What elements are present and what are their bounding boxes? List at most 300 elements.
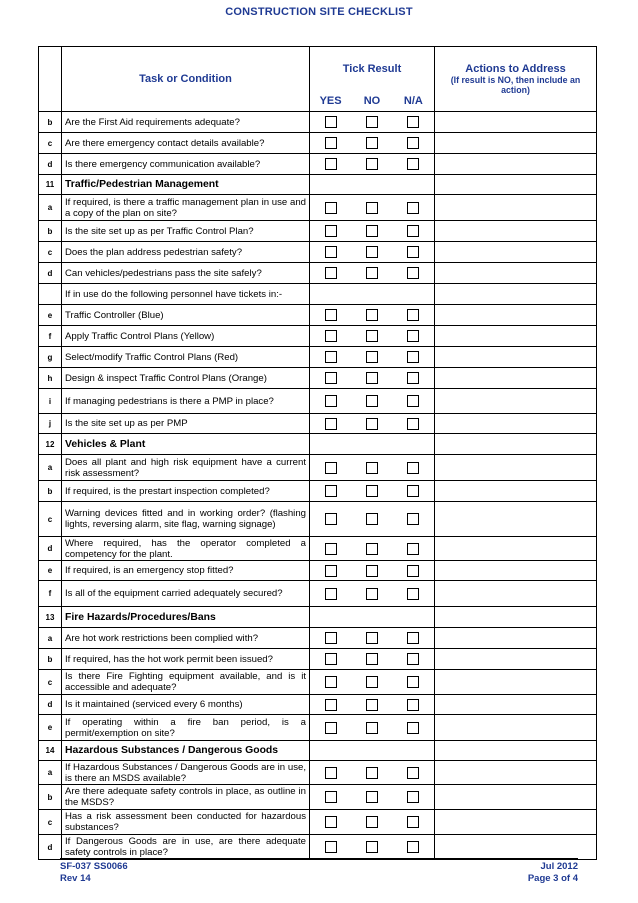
task-text: Apply Traffic Control Plans (Yellow) — [62, 326, 310, 347]
revision: Rev 14 — [60, 873, 91, 884]
checkbox-no[interactable] — [366, 632, 378, 644]
row-id: e — [39, 715, 62, 741]
tick-cell-yes — [310, 326, 352, 347]
checkbox-yes[interactable] — [325, 841, 337, 853]
checklist-row — [39, 133, 597, 154]
section-title: Hazardous Substances / Dangerous Goods — [62, 741, 310, 761]
tick-cell-na — [393, 561, 435, 581]
checkbox-no[interactable] — [366, 767, 378, 779]
tick-cell-yes — [310, 414, 352, 434]
tick-cell-yes — [310, 175, 352, 195]
checkbox-no[interactable] — [366, 722, 378, 734]
tick-cell-no — [351, 835, 393, 860]
checkbox-yes[interactable] — [325, 330, 337, 342]
checkbox-yes[interactable] — [325, 225, 337, 237]
task-text: Is it maintained (serviced every 6 months) — [62, 695, 310, 715]
checkbox-na[interactable] — [407, 841, 419, 853]
action-cell[interactable] — [435, 112, 597, 133]
row-id: 13 — [39, 607, 62, 628]
checklist-row — [39, 347, 597, 368]
task-text: If required, is an emergency stop fitted? — [62, 561, 310, 581]
checkbox-no[interactable] — [366, 485, 378, 497]
action-cell[interactable] — [435, 628, 597, 649]
checkbox-no[interactable] — [366, 158, 378, 170]
task-text: Is the site set up as per Traffic Control Plan? — [62, 221, 310, 242]
task-text: Design & inspect Traffic Control Plans (Orange) — [62, 368, 310, 389]
row-id: b — [39, 112, 62, 133]
checkbox-no[interactable] — [366, 225, 378, 237]
checkbox-na[interactable] — [407, 816, 419, 828]
row-id: a — [39, 455, 62, 481]
checklist-row — [39, 263, 597, 284]
tick-cell-yes — [310, 628, 352, 649]
row-id: i — [39, 389, 62, 414]
task-text: Are hot work restrictions been complied with? — [62, 628, 310, 649]
tick-cell-yes — [310, 607, 352, 628]
checkbox-yes[interactable] — [325, 722, 337, 734]
tick-cell-no — [351, 414, 393, 434]
checkbox-no[interactable] — [366, 351, 378, 363]
header-tick-result: Tick Result — [310, 47, 435, 92]
checkbox-yes[interactable] — [325, 372, 337, 384]
checkbox-na[interactable] — [407, 513, 419, 525]
row-id: c — [39, 502, 62, 537]
tick-cell-yes — [310, 761, 352, 785]
header-yes: YES — [310, 92, 352, 112]
task-text: If operating within a fire ban period, is a permit/exemption on site? — [62, 715, 310, 741]
checkbox-yes[interactable] — [325, 791, 337, 803]
task-text: Are there adequate safety controls in place, as outline in the MSDS? — [62, 785, 310, 810]
tick-cell-na — [393, 810, 435, 835]
tick-cell-no — [351, 649, 393, 670]
tick-cell-na — [393, 741, 435, 761]
action-cell[interactable] — [435, 537, 597, 561]
tick-cell-yes — [310, 835, 352, 860]
tick-cell-no — [351, 263, 393, 284]
tick-cell-yes — [310, 305, 352, 326]
action-cell[interactable] — [435, 810, 597, 835]
tick-cell-na — [393, 263, 435, 284]
tick-cell-na — [393, 326, 435, 347]
action-cell[interactable] — [435, 761, 597, 785]
checkbox-na[interactable] — [407, 395, 419, 407]
checkbox-no[interactable] — [366, 462, 378, 474]
tick-cell-no — [351, 761, 393, 785]
action-cell[interactable] — [435, 305, 597, 326]
section-row — [39, 434, 597, 455]
task-text: Are the First Aid requirements adequate? — [62, 112, 310, 133]
tick-cell-yes — [310, 581, 352, 607]
tick-cell-no — [351, 305, 393, 326]
checklist-row — [39, 112, 597, 133]
row-id: b — [39, 481, 62, 502]
checkbox-na[interactable] — [407, 116, 419, 128]
checkbox-no[interactable] — [366, 676, 378, 688]
checkbox-yes[interactable] — [325, 395, 337, 407]
action-cell[interactable] — [435, 389, 597, 414]
tick-cell-no — [351, 112, 393, 133]
row-id: b — [39, 221, 62, 242]
checkbox-no[interactable] — [366, 246, 378, 258]
tick-cell-na — [393, 502, 435, 537]
checkbox-no[interactable] — [366, 513, 378, 525]
tick-cell-na — [393, 670, 435, 695]
tick-cell-no — [351, 326, 393, 347]
checkbox-na[interactable] — [407, 137, 419, 149]
checkbox-yes[interactable] — [325, 246, 337, 258]
checkbox-na[interactable] — [407, 372, 419, 384]
tick-cell-no — [351, 537, 393, 561]
action-cell[interactable] — [435, 242, 597, 263]
tick-cell-yes — [310, 670, 352, 695]
form-code: SF-037 SS0066 — [60, 861, 128, 872]
tick-cell-yes — [310, 195, 352, 221]
checkbox-na[interactable] — [407, 267, 419, 279]
tick-cell-no — [351, 221, 393, 242]
task-text: If in use do the following personnel have tickets in:- — [62, 284, 310, 305]
checkbox-na[interactable] — [407, 632, 419, 644]
checkbox-na[interactable] — [407, 699, 419, 711]
tick-cell-yes — [310, 242, 352, 263]
checkbox-na[interactable] — [407, 309, 419, 321]
checklist-table — [38, 46, 597, 860]
task-text: Traffic Controller (Blue) — [62, 305, 310, 326]
row-id — [39, 284, 62, 305]
checkbox-yes[interactable] — [325, 267, 337, 279]
action-cell[interactable] — [435, 835, 597, 860]
checkbox-yes[interactable] — [325, 485, 337, 497]
checkbox-no[interactable] — [366, 653, 378, 665]
action-cell[interactable] — [435, 175, 597, 195]
task-text: Is the site set up as per PMP — [62, 414, 310, 434]
task-text: If Dangerous Goods are in use, are there adequate safety controls in place? — [62, 835, 310, 860]
checklist-row — [39, 389, 597, 414]
action-cell[interactable] — [435, 649, 597, 670]
checkbox-na[interactable] — [407, 565, 419, 577]
tick-cell-na — [393, 195, 435, 221]
checkbox-na[interactable] — [407, 418, 419, 430]
tick-cell-no — [351, 175, 393, 195]
tick-cell-yes — [310, 389, 352, 414]
task-text: Does all plant and high risk equipment have a current risk assessment? — [62, 455, 310, 481]
checkbox-na[interactable] — [407, 722, 419, 734]
action-cell[interactable] — [435, 434, 597, 455]
checklist-row — [39, 695, 597, 715]
checkbox-no[interactable] — [366, 395, 378, 407]
tick-cell-na — [393, 434, 435, 455]
checkbox-yes[interactable] — [325, 202, 337, 214]
action-cell[interactable] — [435, 195, 597, 221]
section-row — [39, 607, 597, 628]
checkbox-na[interactable] — [407, 202, 419, 214]
tick-cell-na — [393, 537, 435, 561]
header-task: Task or Condition — [62, 47, 310, 112]
section-title: Traffic/Pedestrian Management — [62, 175, 310, 195]
tick-cell-yes — [310, 481, 352, 502]
checkbox-no[interactable] — [366, 137, 378, 149]
checklist-row — [39, 835, 597, 860]
checkbox-na[interactable] — [407, 767, 419, 779]
section-title: Fire Hazards/Procedures/Bans — [62, 607, 310, 628]
checklist-row — [39, 502, 597, 537]
task-text: If managing pedestrians is there a PMP in place? — [62, 389, 310, 414]
row-id: d — [39, 835, 62, 860]
action-cell[interactable] — [435, 581, 597, 607]
checkbox-yes[interactable] — [325, 653, 337, 665]
checkbox-yes[interactable] — [325, 418, 337, 430]
tick-cell-no — [351, 502, 393, 537]
action-cell[interactable] — [435, 133, 597, 154]
checkbox-yes[interactable] — [325, 158, 337, 170]
checkbox-yes[interactable] — [325, 543, 337, 555]
tick-cell-na — [393, 581, 435, 607]
tick-cell-na — [393, 175, 435, 195]
action-cell[interactable] — [435, 368, 597, 389]
tick-cell-na — [393, 785, 435, 810]
checkbox-no[interactable] — [366, 816, 378, 828]
tick-cell-yes — [310, 455, 352, 481]
footer-left — [60, 861, 128, 885]
action-cell[interactable] — [435, 741, 597, 761]
row-id: d — [39, 263, 62, 284]
tick-cell-yes — [310, 368, 352, 389]
tick-cell-na — [393, 305, 435, 326]
tick-cell-na — [393, 414, 435, 434]
row-id: f — [39, 581, 62, 607]
tick-cell-no — [351, 195, 393, 221]
checkbox-na[interactable] — [407, 225, 419, 237]
checklist-row — [39, 195, 597, 221]
header-actions — [435, 47, 597, 112]
tick-cell-na — [393, 715, 435, 741]
tick-cell-yes — [310, 284, 352, 305]
checkbox-yes[interactable] — [325, 676, 337, 688]
checkbox-no[interactable] — [366, 418, 378, 430]
row-id: c — [39, 810, 62, 835]
checkbox-na[interactable] — [407, 330, 419, 342]
tick-cell-no — [351, 670, 393, 695]
row-id: a — [39, 628, 62, 649]
page-number: Page 3 of 4 — [527, 873, 578, 884]
row-id: 12 — [39, 434, 62, 455]
table-header-row — [39, 47, 597, 92]
row-id: d — [39, 154, 62, 175]
checkbox-yes[interactable] — [325, 462, 337, 474]
checkbox-yes[interactable] — [325, 565, 337, 577]
checklist-row — [39, 561, 597, 581]
row-id: b — [39, 785, 62, 810]
row-id: 14 — [39, 741, 62, 761]
checkbox-yes[interactable] — [325, 767, 337, 779]
row-id: e — [39, 305, 62, 326]
action-cell[interactable] — [435, 502, 597, 537]
checklist-row — [39, 221, 597, 242]
action-cell[interactable] — [435, 481, 597, 502]
task-text: If required, has the hot work permit been issued? — [62, 649, 310, 670]
checkbox-na[interactable] — [407, 676, 419, 688]
checkbox-no[interactable] — [366, 841, 378, 853]
tick-cell-no — [351, 434, 393, 455]
tick-cell-yes — [310, 347, 352, 368]
tick-cell-na — [393, 284, 435, 305]
row-id: e — [39, 561, 62, 581]
row-id: f — [39, 326, 62, 347]
task-text: Are there emergency contact details available? — [62, 133, 310, 154]
checkbox-yes[interactable] — [325, 699, 337, 711]
checkbox-yes[interactable] — [325, 351, 337, 363]
checkbox-no[interactable] — [366, 543, 378, 555]
tick-cell-no — [351, 628, 393, 649]
row-id: j — [39, 414, 62, 434]
task-text: Is there Fire Fighting equipment available, and is it accessible and adequate? — [62, 670, 310, 695]
tick-cell-yes — [310, 154, 352, 175]
checkbox-na[interactable] — [407, 791, 419, 803]
tick-cell-yes — [310, 561, 352, 581]
tick-cell-na — [393, 455, 435, 481]
checklist-row — [39, 715, 597, 741]
tick-cell-no — [351, 347, 393, 368]
row-id: h — [39, 368, 62, 389]
tick-cell-na — [393, 154, 435, 175]
tick-cell-yes — [310, 133, 352, 154]
tick-cell-no — [351, 810, 393, 835]
tick-cell-na — [393, 761, 435, 785]
task-text: Does the plan address pedestrian safety? — [62, 242, 310, 263]
checklist-row — [39, 284, 597, 305]
tick-cell-yes — [310, 741, 352, 761]
row-id: b — [39, 649, 62, 670]
tick-cell-no — [351, 368, 393, 389]
action-cell[interactable] — [435, 347, 597, 368]
checkbox-no[interactable] — [366, 309, 378, 321]
checkbox-no[interactable] — [366, 372, 378, 384]
header-id-cell — [39, 47, 62, 112]
checkbox-na[interactable] — [407, 246, 419, 258]
checkbox-no[interactable] — [366, 699, 378, 711]
tick-cell-na — [393, 347, 435, 368]
header-actions-title: Actions to Address — [465, 63, 566, 75]
tick-cell-na — [393, 649, 435, 670]
task-text: Has a risk assessment been conducted for hazardous substances? — [62, 810, 310, 835]
tick-cell-na — [393, 133, 435, 154]
checkbox-na[interactable] — [407, 158, 419, 170]
checkbox-yes[interactable] — [325, 309, 337, 321]
checkbox-na[interactable] — [407, 351, 419, 363]
tick-cell-no — [351, 581, 393, 607]
tick-cell-na — [393, 695, 435, 715]
checkbox-yes[interactable] — [325, 588, 337, 600]
checkbox-yes[interactable] — [325, 116, 337, 128]
checklist-row — [39, 649, 597, 670]
action-cell[interactable] — [435, 785, 597, 810]
checkbox-no[interactable] — [366, 588, 378, 600]
action-cell[interactable] — [435, 284, 597, 305]
action-cell[interactable] — [435, 326, 597, 347]
checkbox-yes[interactable] — [325, 513, 337, 525]
checkbox-no[interactable] — [366, 116, 378, 128]
tick-cell-no — [351, 154, 393, 175]
tick-cell-na — [393, 368, 435, 389]
checkbox-no[interactable] — [366, 565, 378, 577]
checklist-row — [39, 154, 597, 175]
header-actions-note: (If result is NO, then include an action) — [450, 75, 581, 95]
page-title: CONSTRUCTION SITE CHECKLIST — [225, 6, 413, 18]
row-id: c — [39, 133, 62, 154]
row-id: a — [39, 195, 62, 221]
section-title: Vehicles & Plant — [62, 434, 310, 455]
footer-date: Jul 2012 — [540, 861, 578, 872]
checkbox-yes[interactable] — [325, 632, 337, 644]
checklist-row — [39, 537, 597, 561]
task-text: If Hazardous Substances / Dangerous Goods are in use, is there an MSDS available? — [62, 761, 310, 785]
action-cell[interactable] — [435, 561, 597, 581]
checkbox-yes[interactable] — [325, 137, 337, 149]
action-cell[interactable] — [435, 154, 597, 175]
checkbox-no[interactable] — [366, 202, 378, 214]
action-cell[interactable] — [435, 263, 597, 284]
checkbox-na[interactable] — [407, 588, 419, 600]
section-row — [39, 741, 597, 761]
action-cell[interactable] — [435, 221, 597, 242]
checkbox-no[interactable] — [366, 791, 378, 803]
checklist-row — [39, 785, 597, 810]
tick-cell-na — [393, 112, 435, 133]
task-text: Select/modify Traffic Control Plans (Red) — [62, 347, 310, 368]
row-id: 11 — [39, 175, 62, 195]
checklist-row — [39, 305, 597, 326]
tick-cell-no — [351, 561, 393, 581]
row-id: d — [39, 537, 62, 561]
tick-cell-no — [351, 607, 393, 628]
task-text: Is there emergency communication available? — [62, 154, 310, 175]
checklist-row — [39, 670, 597, 695]
row-id: c — [39, 670, 62, 695]
action-cell[interactable] — [435, 715, 597, 741]
tick-cell-no — [351, 242, 393, 263]
row-id: g — [39, 347, 62, 368]
row-id: c — [39, 242, 62, 263]
checklist-row — [39, 368, 597, 389]
action-cell[interactable] — [435, 695, 597, 715]
tick-cell-na — [393, 607, 435, 628]
tick-cell-yes — [310, 537, 352, 561]
checkbox-na[interactable] — [407, 462, 419, 474]
action-cell[interactable] — [435, 607, 597, 628]
checkbox-no[interactable] — [366, 330, 378, 342]
task-text: If required, is there a traffic management plan in use and a copy of the plan on site? — [62, 195, 310, 221]
row-id: d — [39, 695, 62, 715]
tick-cell-no — [351, 741, 393, 761]
action-cell[interactable] — [435, 670, 597, 695]
checkbox-na[interactable] — [407, 653, 419, 665]
footer-divider — [60, 858, 578, 859]
checklist-row — [39, 581, 597, 607]
tick-cell-no — [351, 715, 393, 741]
action-cell[interactable] — [435, 455, 597, 481]
tick-cell-yes — [310, 785, 352, 810]
action-cell[interactable] — [435, 414, 597, 434]
checklist-row — [39, 414, 597, 434]
checklist-row — [39, 810, 597, 835]
checkbox-na[interactable] — [407, 485, 419, 497]
task-text: Warning devices fitted and in working order? (flashing lights, reversing alarm, site flag, warning signage) — [62, 502, 310, 537]
tick-cell-yes — [310, 695, 352, 715]
task-text: If required, is the prestart inspection completed? — [62, 481, 310, 502]
checkbox-no[interactable] — [366, 267, 378, 279]
tick-cell-yes — [310, 221, 352, 242]
checkbox-yes[interactable] — [325, 816, 337, 828]
checkbox-na[interactable] — [407, 543, 419, 555]
